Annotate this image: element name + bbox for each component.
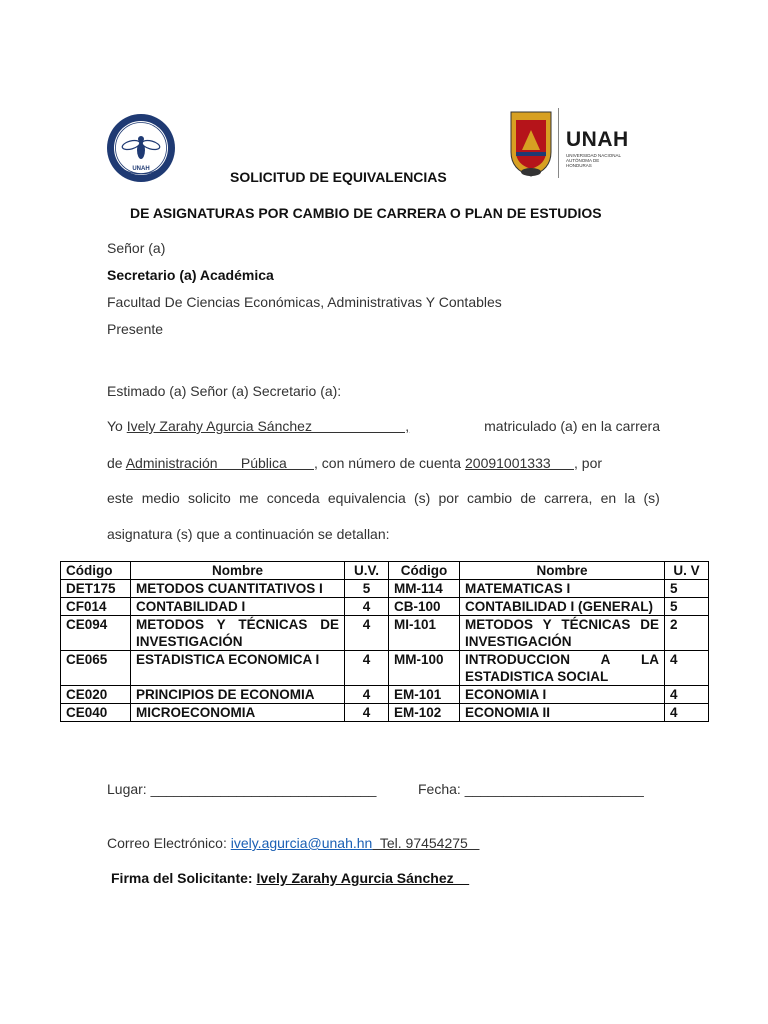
header-uv-b: U. V bbox=[665, 562, 709, 580]
recipient-title: Secretario (a) Académica bbox=[107, 267, 274, 283]
fecha-line: Fecha: _______________________ bbox=[418, 781, 644, 797]
header-codigo-b: Código bbox=[389, 562, 460, 580]
body-line-1: Yo Ively Zarahy Agurcia Sánchez , matriculado (a) en la carrera bbox=[107, 418, 660, 434]
cell-name-b: MATEMATICAS I bbox=[460, 580, 665, 598]
cell-uv-a: 4 bbox=[345, 651, 389, 686]
faculty-name: Facultad De Ciencias Económicas, Administrativas Y Contables bbox=[107, 294, 502, 310]
cell-name-a: METODOS CUANTITATIVOS I bbox=[131, 580, 345, 598]
cell-code-b: MM-114 bbox=[389, 580, 460, 598]
header-uv-a: U.V. bbox=[345, 562, 389, 580]
cell-name-a: ESTADISTICA ECONOMICA I bbox=[131, 651, 345, 686]
unah-wordmark: UNAH bbox=[566, 128, 629, 151]
cell-code-a: CE020 bbox=[61, 686, 131, 704]
cell-uv-b: 2 bbox=[665, 616, 709, 651]
career-field: Administración Pública bbox=[125, 455, 314, 471]
equivalence-table bbox=[60, 561, 709, 722]
shield-icon bbox=[508, 108, 554, 178]
cell-code-a: CE040 bbox=[61, 704, 131, 722]
tel-label: Tel bbox=[372, 835, 398, 851]
account-number-field: 20091001333 bbox=[465, 455, 574, 471]
svg-text:UNAH: UNAH bbox=[132, 166, 150, 172]
body-line-3: este medio solicito me conceda equivalencia (s) por cambio de carrera, en la (s) bbox=[107, 490, 660, 506]
cell-name-a: PRINCIPIOS DE ECONOMIA bbox=[131, 686, 345, 704]
cell-code-b: MM-100 bbox=[389, 651, 460, 686]
header-nombre-a: Nombre bbox=[131, 562, 345, 580]
header-nombre-b: Nombre bbox=[460, 562, 665, 580]
cell-code-a: CE065 bbox=[61, 651, 131, 686]
document-subtitle: DE ASIGNATURAS POR CAMBIO DE CARRERA O PLAN DE ESTUDIOS bbox=[130, 205, 602, 221]
table-row bbox=[61, 616, 709, 651]
table-row bbox=[61, 651, 709, 686]
cell-uv-a: 4 bbox=[345, 704, 389, 722]
cell-uv-b: 5 bbox=[665, 580, 709, 598]
cell-name-b: METODOS Y TÉCNICAS DE INVESTIGACIÓN bbox=[460, 616, 665, 651]
greeting: Estimado (a) Señor (a) Secretario (a): bbox=[107, 383, 342, 399]
cell-code-b: EM-101 bbox=[389, 686, 460, 704]
header-codigo-a: Código bbox=[61, 562, 131, 580]
signature-label: Firma del Solicitante: bbox=[111, 870, 253, 886]
table-row bbox=[61, 704, 709, 722]
cell-name-b: INTRODUCCION A LA ESTADISTICA SOCIAL bbox=[460, 651, 665, 686]
student-name-field: Ively Zarahy Agurcia Sánchez , bbox=[126, 418, 410, 434]
unah-subtitle: UNIVERSIDAD NACIONAL AUTÓNOMA DE HONDURAS bbox=[566, 153, 621, 168]
document-title: SOLICITUD DE EQUIVALENCIAS bbox=[230, 169, 447, 185]
cell-uv-a: 4 bbox=[345, 616, 389, 651]
cell-name-b: ECONOMIA I bbox=[460, 686, 665, 704]
cell-code-b: CB-100 bbox=[389, 598, 460, 616]
cell-uv-a: 4 bbox=[345, 686, 389, 704]
email-link[interactable]: ively.agurcia@unah.hn bbox=[230, 835, 373, 851]
cell-uv-b: 4 bbox=[665, 704, 709, 722]
cell-uv-a: 4 bbox=[345, 598, 389, 616]
cell-uv-a: 5 bbox=[345, 580, 389, 598]
cell-name-a: MICROECONOMIA bbox=[131, 704, 345, 722]
lugar-line: Lugar: _____________________________ bbox=[107, 781, 377, 797]
signature-name: Ively Zarahy Agurcia Sánchez bbox=[256, 870, 470, 886]
cell-code-a: CF014 bbox=[61, 598, 131, 616]
cell-name-b: ECONOMIA II bbox=[460, 704, 665, 722]
cell-uv-b: 5 bbox=[665, 598, 709, 616]
cell-uv-b: 4 bbox=[665, 651, 709, 686]
salutation: Señor (a) bbox=[107, 240, 166, 256]
contact-line bbox=[107, 835, 480, 851]
signature-line bbox=[111, 870, 469, 886]
table-row bbox=[61, 580, 709, 598]
cell-code-a: DET175 bbox=[61, 580, 131, 598]
presente-text: Presente bbox=[107, 321, 164, 337]
table-row bbox=[61, 598, 709, 616]
faculty-logo bbox=[106, 112, 176, 184]
table-header-row bbox=[61, 562, 709, 580]
unah-logo bbox=[508, 108, 628, 178]
cell-name-b: CONTABILIDAD I (GENERAL) bbox=[460, 598, 665, 616]
table-row bbox=[61, 686, 709, 704]
matriculado-text: matriculado (a) en la carrera bbox=[484, 418, 660, 434]
cell-code-b: MI-101 bbox=[389, 616, 460, 651]
cell-name-a: CONTABILIDAD I bbox=[131, 598, 345, 616]
tel-number: . 97454275 bbox=[397, 835, 480, 851]
body-line-4: asignatura (s) que a continuación se detallan: bbox=[107, 526, 390, 542]
cell-code-b: EM-102 bbox=[389, 704, 460, 722]
cell-name-a: METODOS Y TÉCNICAS DE INVESTIGACIÓN bbox=[131, 616, 345, 651]
cell-code-a: CE094 bbox=[61, 616, 131, 651]
body-line-2: de Administración Pública , con número de cuenta 20091001333 , por bbox=[107, 455, 603, 471]
cell-uv-b: 4 bbox=[665, 686, 709, 704]
email-label: Correo Electrónico: bbox=[107, 835, 227, 851]
